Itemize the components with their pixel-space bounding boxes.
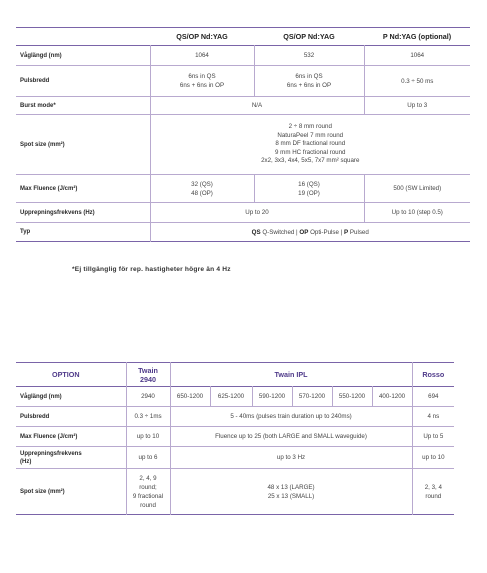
cell-line: round; [139,483,157,491]
cell: 400-1200 [372,387,412,407]
cell: 625-1200 [210,387,252,407]
option-header: OPTION [52,370,80,379]
table-row [16,223,470,242]
cell-line: 32 (QS) [191,180,213,188]
cell: 570-1200 [292,387,332,407]
cell [150,66,254,97]
cell: 5 - 40ms (pulses train duration up to 240ms) [170,407,412,427]
cell-line: 48 x 13 (LARGE) [267,483,315,491]
cell-line: 48 (OP) [191,189,213,197]
cell-line: NaturaPeel 7 mm round [277,131,344,139]
cell: 0.3 ÷ 1ms [126,407,170,427]
cell: 1064 [150,46,254,66]
typ-op: OP [299,228,309,236]
cell-line: 6ns + 6ns in OP [179,82,225,89]
row-label-pulsbredd: Pulsbredd [20,413,50,420]
table-row [16,115,470,175]
row-label-freq [16,447,126,469]
table-row [16,407,454,427]
table1-header-row [16,28,470,46]
table-row [16,66,470,97]
row-label-vaglangd: Våglängd (nm) [20,393,62,400]
cell-line: 6ns + 6ns in OP [286,82,332,89]
header-qsop-2: QS/OP Nd:YAG [283,32,335,41]
cell-line: 6ns in QS [295,73,323,80]
table-row [16,97,470,115]
cell-typ [150,223,470,242]
cell: 550-1200 [332,387,372,407]
typ-p: P [344,228,349,236]
row-label-vaglangd: Våglängd (nm) [20,52,62,59]
row-label-pulsbredd: Pulsbredd [20,78,50,84]
cell: Up to 5 [412,427,454,447]
typ-qs-text: Q-Switched | [262,228,300,236]
options-spec-table [16,362,454,515]
cell: 4 ns [412,407,454,427]
row-label-fluence: Max Fluence (J/cm²) [20,185,78,192]
cell: 694 [412,387,454,407]
cell: N/A [150,97,364,115]
cell-line: round [140,501,156,509]
cell [254,66,364,97]
cell: up to 10 [126,427,170,447]
label-line: Upprepningsfrekvens [20,450,82,457]
cell [254,175,364,203]
cell: Fluence up to 25 (both LARGE and SMALL waveguide) [170,427,412,447]
cell [150,115,470,175]
cell [150,175,254,203]
twain-2940-header [126,363,170,387]
cell-line: 2x2, 3x3, 4x4, 5x5, 7x7 mm² square [261,157,360,165]
cell: Up to 10 (step 0.5) [364,203,470,223]
typ-p-text: Pulsed [349,228,369,236]
label-line: (Hz) [20,458,32,465]
table-row [16,46,470,66]
cell-line: 2, 4, 9 [139,474,157,482]
table-row [16,447,454,469]
nd-yag-spec-table [16,27,470,242]
cell: up to 6 [126,447,170,469]
table-row [16,469,454,515]
cell [170,469,412,515]
typ-op-text: Opti-Pulse | [310,228,345,236]
header-p-ndyag: P Nd:YAG (optional) [382,32,452,41]
cell: 2940 [126,387,170,407]
row-label-typ: Typ [20,229,31,235]
cell [126,469,170,515]
cell: 0.3 ÷ 50 ms [364,66,470,97]
row-label-freq: Upprepningsfrekvens (Hz) [20,209,95,216]
typ-qs: QS [251,228,261,236]
footnote: *Ej tillgänglig för rep. hastigheter högre än 4 Hz [72,266,231,273]
cell-line: 9 fractional [132,492,164,500]
cell: 1064 [364,46,470,66]
table-row [16,387,454,407]
table-row [16,175,470,203]
cell: 532 [254,46,364,66]
cell-line: 19 (OP) [298,189,320,197]
table2-header-row [16,363,454,387]
cell-line: 9 mm HC fractional round [275,148,346,156]
row-label-spot: Spot size (mm²) [20,488,65,495]
row-label-spot: Spot size (mm²) [20,141,65,148]
twain-ipl-header: Twain IPL [170,363,412,387]
cell-line: round [425,492,442,500]
cell: up to 10 [412,447,454,469]
header-qsop-1: QS/OP Nd:YAG [176,32,228,41]
cell: 650-1200 [170,387,210,407]
table-row [16,203,470,223]
cell-line: 8 mm DF fractional round [275,140,346,148]
rosso-header: Rosso [412,363,454,387]
table-row [16,427,454,447]
cell: up to 3 Hz [170,447,412,469]
cell-line: 2 ÷ 8 mm round [288,123,332,131]
cell [412,469,454,515]
row-label-fluence: Max Fluence (J/cm²) [20,433,78,440]
cell: Up to 20 [150,203,364,223]
cell-line: 2, 3, 4 [424,483,442,491]
cell: Up to 3 [364,97,470,115]
cell: 590-1200 [252,387,292,407]
cell-line: 6ns in QS [188,73,216,80]
header-line: Twain [138,365,158,375]
header-line: 2940 [140,374,156,384]
cell: 500 (SW Limited) [364,175,470,203]
cell-line: 25 x 13 (SMALL) [267,492,315,500]
row-label-burst: Burst mode* [20,102,56,109]
cell-line: 16 (QS) [298,180,320,188]
